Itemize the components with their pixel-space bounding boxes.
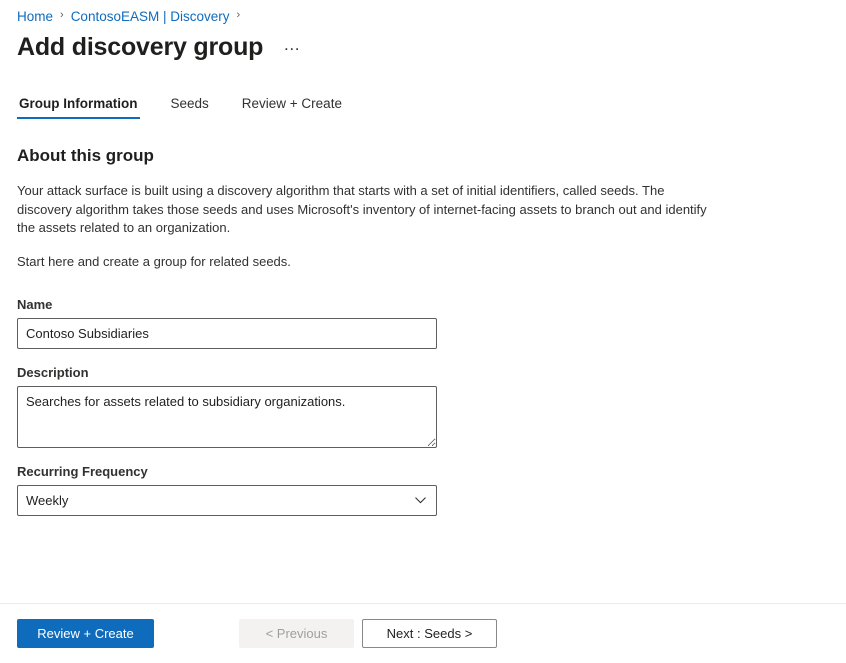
frequency-select-wrapper	[17, 485, 437, 516]
main-content	[0, 146, 846, 516]
review-create-button[interactable]: Review + Create	[17, 619, 154, 648]
previous-button: < Previous	[239, 619, 354, 648]
section-heading-about-this-group: About this group	[17, 146, 154, 165]
tab-seeds[interactable]: Seeds	[170, 96, 209, 111]
about-paragraph-1: Your attack surface is built using a discovery algorithm that starts with a set of initial identifiers, called seeds. The discovery algorithm takes those seeds and uses Microsoft's inventory of internet-facing assets to branch out and identify the assets related to an organization.	[17, 183, 707, 235]
name-input[interactable]	[17, 318, 437, 349]
breadcrumb-chevron-icon-2: ›	[236, 9, 241, 21]
tab-group-information[interactable]: Group Information	[17, 96, 140, 119]
spacer-1	[17, 349, 829, 365]
more-options-icon[interactable]: …	[283, 35, 302, 54]
page-title: Add discovery group	[17, 33, 264, 61]
description-textarea[interactable]	[17, 386, 437, 448]
about-paragraph-2: Start here and create a group for related seeds.	[17, 253, 291, 269]
title-row	[0, 26, 846, 62]
next-seeds-button[interactable]: Next : Seeds >	[362, 619, 497, 648]
wizard-tabs	[0, 89, 846, 119]
breadcrumb	[0, 0, 846, 26]
label-recurring-frequency: Recurring Frequency	[17, 464, 148, 479]
label-description: Description	[17, 365, 89, 380]
breadcrumb-item-home[interactable]: Home	[17, 8, 54, 24]
wizard-footer	[0, 603, 846, 663]
wizard-nav-buttons	[239, 619, 497, 648]
label-name: Name	[17, 297, 53, 312]
spacer-2	[17, 448, 829, 464]
breadcrumb-item-discovery[interactable]: ContosoEASM | Discovery	[70, 8, 230, 24]
frequency-select[interactable]: Weekly	[17, 485, 437, 516]
breadcrumb-chevron-icon: ›	[60, 9, 64, 21]
tab-review-create[interactable]: Review + Create	[241, 96, 342, 111]
